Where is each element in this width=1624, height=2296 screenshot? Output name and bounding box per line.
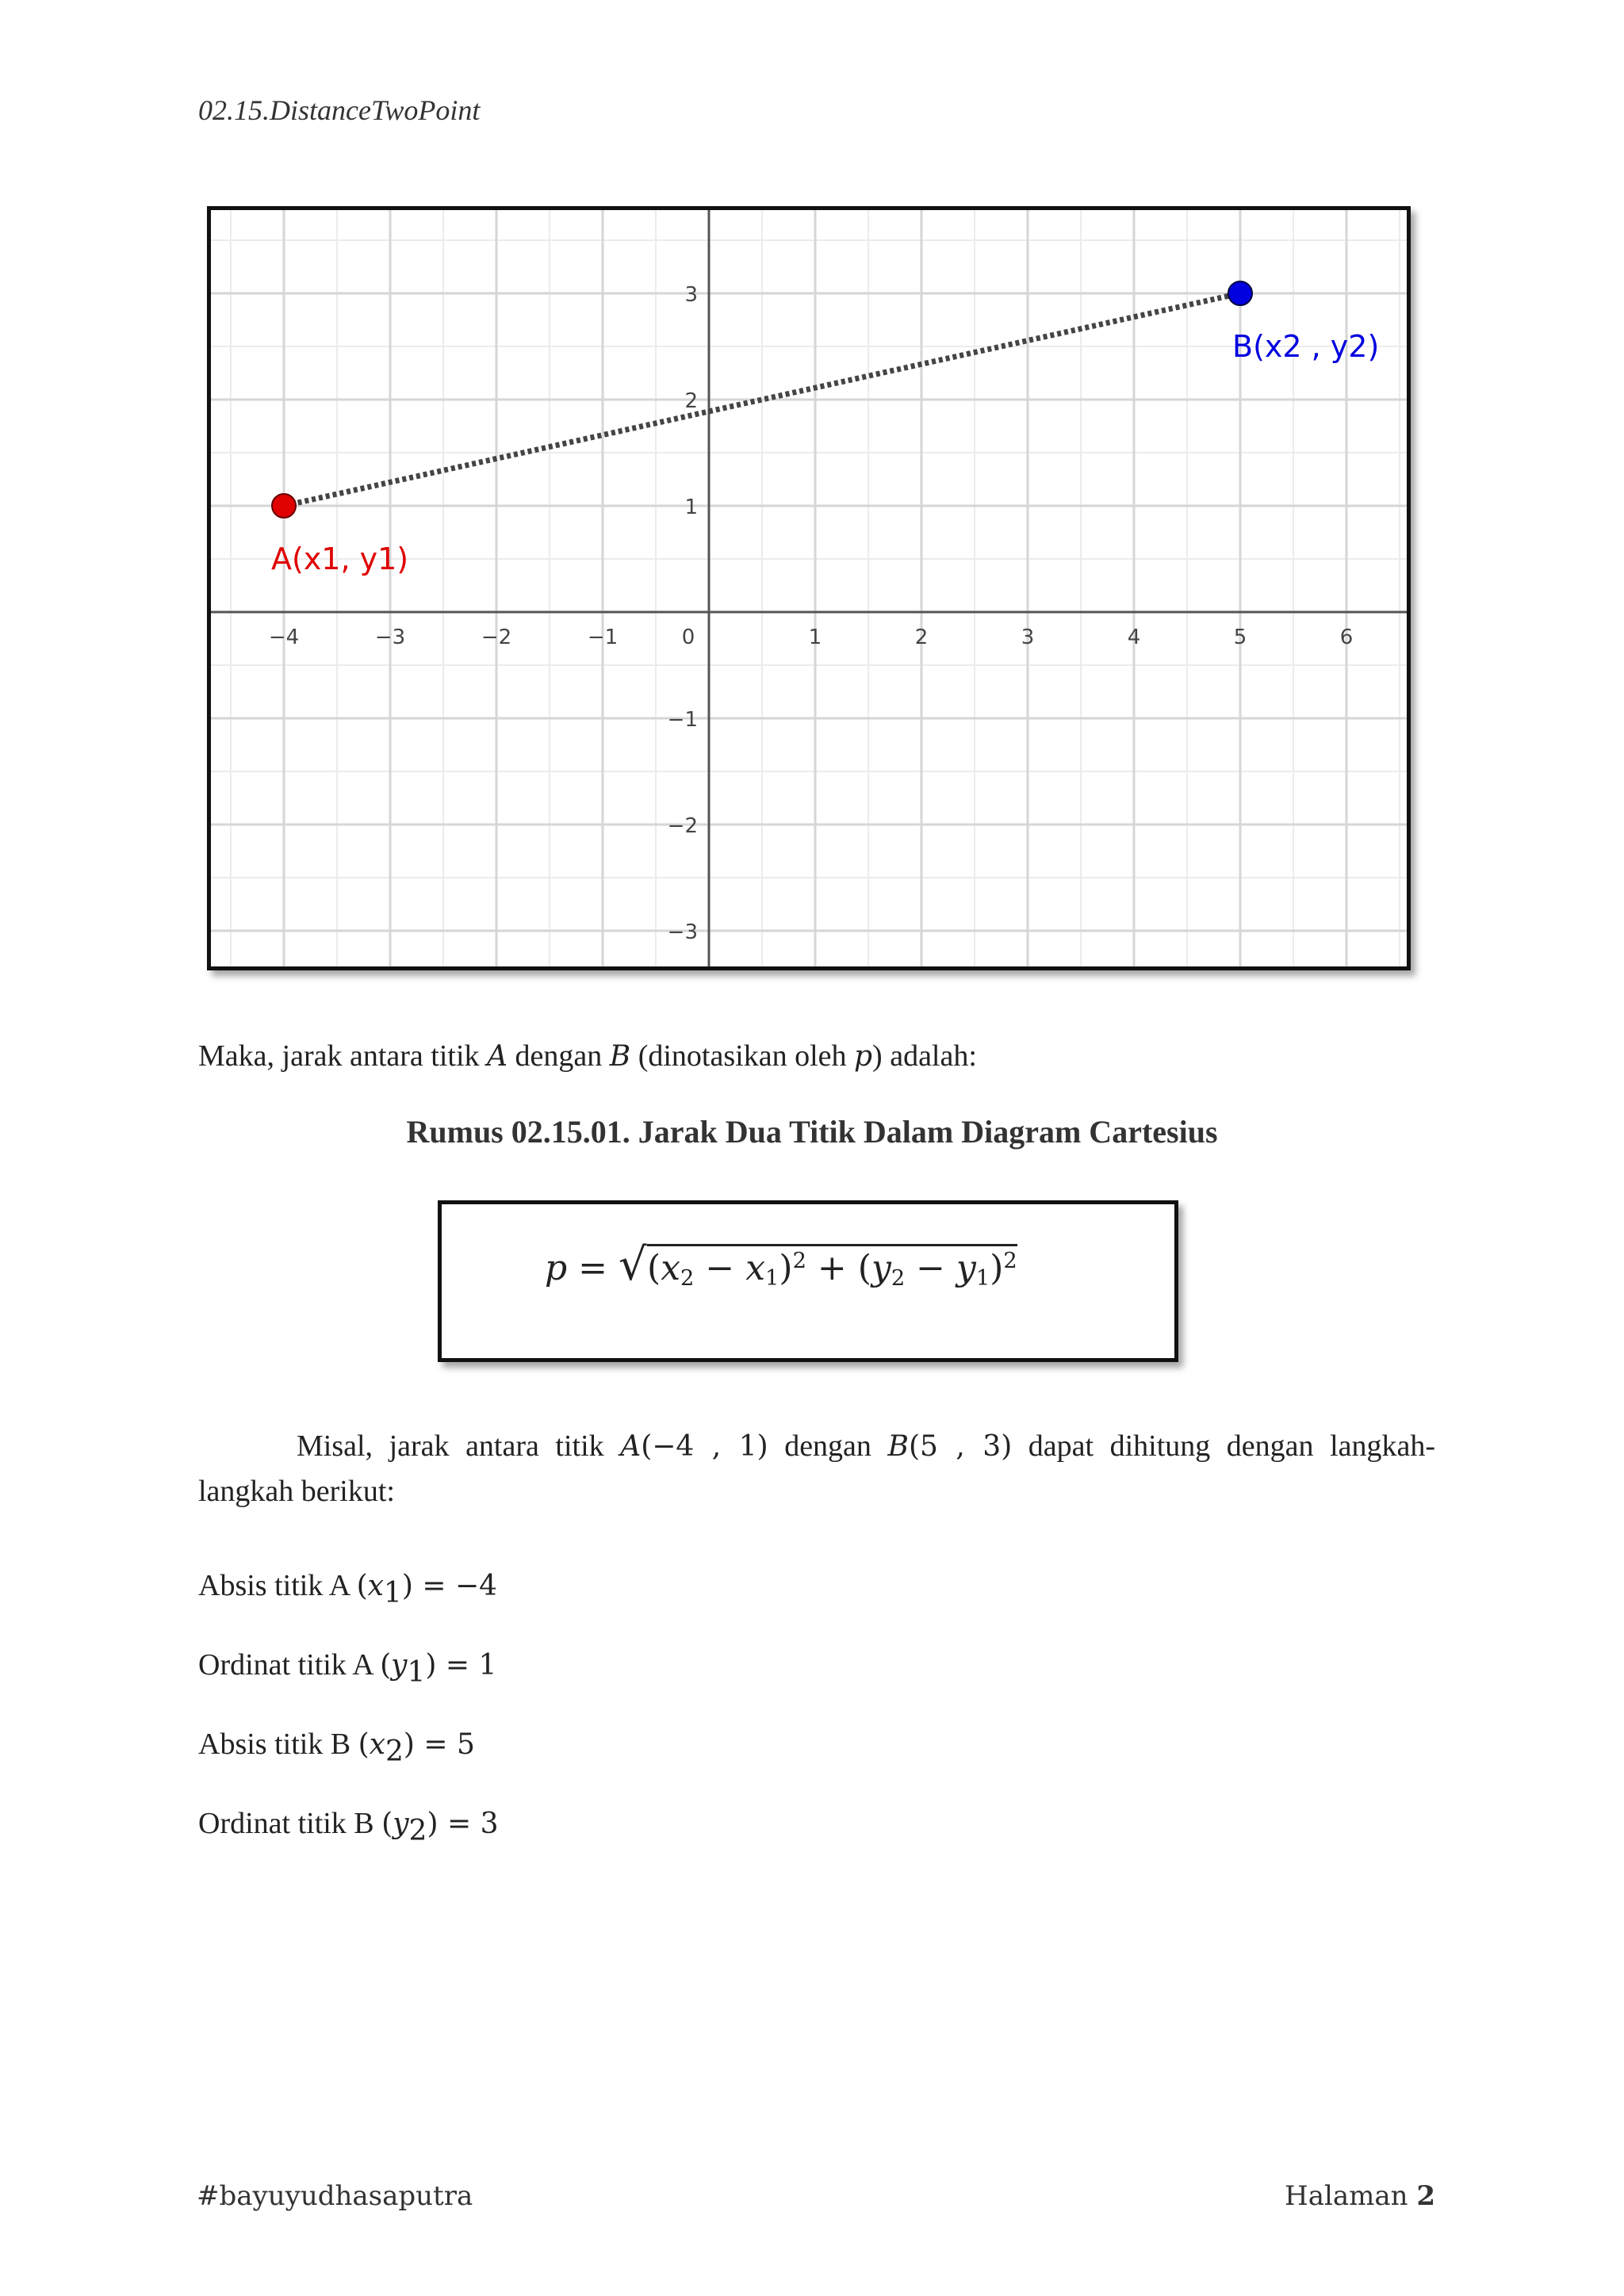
value-var: x: [367, 1570, 384, 1602]
text: dengan: [768, 1429, 888, 1463]
op-plus: +: [806, 1248, 858, 1288]
text: (dinotasikan oleh: [630, 1039, 854, 1073]
text: ) adalah:: [872, 1039, 977, 1073]
x-tick-label: −1: [587, 626, 619, 649]
value-label: Ordinat titik B: [198, 1807, 382, 1840]
point-b[interactable]: [1228, 281, 1252, 305]
intro-sentence: [198, 1034, 977, 1079]
op-minus: −: [694, 1248, 746, 1288]
value-var: y: [393, 1808, 409, 1840]
sub: 2: [891, 1265, 906, 1291]
point-b-coord: B(5 , 3): [887, 1430, 1013, 1463]
exponent: 2: [1003, 1249, 1017, 1273]
y-tick-label: 2: [684, 389, 698, 413]
value-number: 1: [478, 1649, 497, 1682]
sub: 1: [975, 1265, 990, 1291]
value-label: Absis titik B: [198, 1728, 358, 1761]
radicand: [647, 1244, 1017, 1291]
point-b-label: B(x2 , y2): [1232, 329, 1380, 364]
document-header: 02.15.DistanceTwoPoint: [198, 94, 481, 126]
page-word: Halaman: [1285, 2180, 1417, 2212]
var-y: y: [956, 1248, 976, 1288]
point-a-label: A(x1, y1): [271, 541, 409, 576]
page-num: 2: [1416, 2180, 1435, 2212]
var-a: A: [487, 1040, 508, 1073]
text: dengan: [508, 1039, 610, 1073]
paren: (: [647, 1248, 661, 1288]
value-sub: 1: [383, 1577, 402, 1609]
value-line: Ordinat titik B $(y_2) = 3$: [198, 1807, 499, 1847]
var-y: y: [871, 1248, 891, 1288]
x-tick-label: 1: [808, 626, 822, 649]
x-tick-label: 3: [1021, 626, 1035, 649]
text: Misal, jarak antara titik: [297, 1429, 621, 1463]
example-line-2: langkah berikut:: [198, 1475, 395, 1508]
page-number: [1285, 2180, 1435, 2212]
value-line: Ordinat titik A $(y_1) = 1$: [198, 1648, 497, 1689]
example-paragraph: [198, 1424, 1435, 1513]
point-a-coord: A(−4 , 1): [620, 1430, 768, 1463]
value-number: 3: [480, 1808, 499, 1840]
formula-box: [438, 1200, 1178, 1362]
point-a[interactable]: [272, 494, 296, 518]
paren: ): [779, 1248, 793, 1288]
y-tick-label: −2: [667, 814, 698, 838]
square-root: [619, 1239, 1017, 1291]
sub: 1: [765, 1265, 779, 1291]
x-tick-label: −3: [374, 626, 406, 649]
value-sub: 2: [408, 1815, 427, 1847]
exponent: 2: [792, 1249, 806, 1273]
x-tick-label: −2: [481, 626, 512, 649]
value-sub: 2: [385, 1735, 404, 1768]
sub: 2: [680, 1265, 695, 1291]
value-var: x: [369, 1728, 386, 1761]
var-p: p: [854, 1040, 873, 1073]
x-tick-label: −4: [268, 626, 300, 649]
example-line-1: [198, 1424, 1435, 1469]
radical-sign-icon: √: [619, 1239, 647, 1291]
value-sub: 1: [407, 1656, 426, 1689]
text: dapat dihitung dengan langkah-: [1012, 1429, 1436, 1463]
var-x: x: [661, 1248, 681, 1288]
y-tick-label: −1: [667, 708, 698, 732]
formula-lhs: p: [545, 1248, 568, 1288]
paren: (: [857, 1248, 871, 1288]
value-label: Absis titik A: [198, 1569, 357, 1602]
value-number: 5: [457, 1728, 475, 1761]
x-tick-label: 2: [914, 626, 929, 649]
paren: ): [990, 1248, 1004, 1288]
var-b: B: [609, 1040, 631, 1073]
value-line: Absis titik A $(x_1) = -4$: [198, 1569, 498, 1609]
x-tick-label: 6: [1339, 626, 1354, 649]
y-tick-label: −3: [667, 920, 698, 944]
y-tick-label: 3: [684, 283, 698, 307]
distance-formula: [545, 1239, 1017, 1291]
formula-eq: =: [567, 1248, 619, 1288]
footer-author: #bayuyudhasaputra: [197, 2180, 473, 2212]
origin-label: 0: [681, 626, 695, 649]
text: Maka, jarak antara titik: [198, 1039, 488, 1073]
x-tick-label: 5: [1233, 626, 1247, 649]
value-line: Absis titik B $(x_2) = 5$: [198, 1728, 475, 1768]
formula-title: Rumus 02.15.01. Jarak Dua Titik Dalam Diagram Cartesius: [406, 1114, 1218, 1150]
x-tick-label: 4: [1127, 626, 1141, 649]
value-number: −4: [454, 1570, 498, 1602]
op-minus: −: [905, 1248, 957, 1288]
value-var: y: [391, 1649, 408, 1682]
y-tick-label: 1: [684, 496, 698, 519]
graph-canvas: [211, 210, 1407, 966]
cartesian-graph: [207, 206, 1411, 970]
var-x: x: [745, 1248, 766, 1288]
value-label: Ordinat titik A: [198, 1648, 381, 1682]
